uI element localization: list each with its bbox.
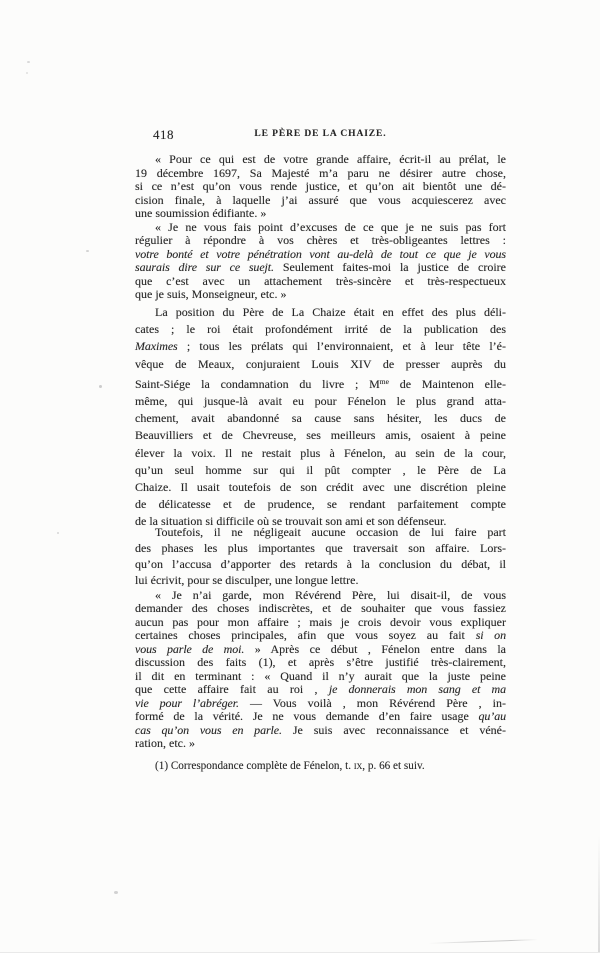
text-segment: élever la voix. Il ne restait plus à Fénelon, au sein de la cour, <box>135 445 506 460</box>
text-line <box>135 556 506 572</box>
text-line <box>135 643 506 656</box>
text-segment: discussion des faits (1), et après s’être justifié très-clairement, <box>135 655 506 670</box>
text-segment: « Je ne vous fais point d’excuses de ce que je ne suis pas fort <box>155 220 506 234</box>
text-segment: — Vous voilà , mon Révérend Père , in- <box>238 695 507 710</box>
text-segment: Seulement faites-moi la justice de croire <box>273 260 506 275</box>
text-segment: de délicatesse et de prudence, se rendant parfaitement compte <box>135 497 506 512</box>
text-segment: lui écrivit, pour se disculper, une longue lettre. <box>135 573 359 588</box>
text-segment: vêque de Meaux, conjuraient Louis XIV de presser auprès du <box>135 356 506 371</box>
text-line <box>135 524 506 540</box>
text-segment: cision finale, à laquelle j’ai assuré que vous acquiescerez avec <box>135 192 506 207</box>
text-line <box>135 373 506 393</box>
text-line <box>135 207 506 221</box>
text-segment: si on <box>475 628 506 643</box>
text-line <box>135 629 506 642</box>
text-segment: des phases les plus importantes que traversait son affaire. Lors- <box>135 541 506 556</box>
text-segment: régulier à répondre à vos chères et très-obligeantes lettres : <box>135 233 506 248</box>
text-segment: que je suis, Monseigneur, etc. » <box>135 287 287 302</box>
text-segment: » Après ce début , Fénelon entre dans la <box>244 641 507 656</box>
page-number: 418 <box>153 127 174 142</box>
text-line <box>135 410 506 427</box>
text-segment: me <box>379 376 389 386</box>
text-segment: (1) Correspondance complète de Fénelon, t. <box>155 760 354 772</box>
text-line <box>135 167 506 181</box>
text-line <box>135 445 506 462</box>
text-line <box>135 540 506 556</box>
text-segment: « Pour ce qui est de votre grande affaire, écrit-il au prélat, le <box>155 152 506 166</box>
footnote <box>135 760 506 772</box>
paragraph-p4 <box>135 524 506 588</box>
text-segment: La position du Père de La Chaize était en effet des plus déli- <box>155 305 506 319</box>
text-segment: aucun pas pour mon affaire ; mais je crois devoir vous expliquer <box>135 614 506 629</box>
text-line <box>135 194 506 208</box>
scan-speck <box>27 61 30 63</box>
text-line <box>135 248 506 261</box>
text-segment: que cette affaire fait au roi , <box>135 682 329 697</box>
text-segment: demander des choses indiscrètes, et de souhaiter que vous fassiez <box>135 601 506 616</box>
scan-speck <box>57 532 59 534</box>
text-segment: « Je n’ai garde, mon Révérend Père, lui disait-il, de vous <box>155 588 506 602</box>
text-segment: Toutefois, il ne négligeait aucune occasion de lui faire part <box>155 525 506 539</box>
running-title: LE PÈRE DE LA CHAIZE. <box>254 129 387 139</box>
text-segment: Saint-Siége la condamnation du livre ; M <box>135 376 380 391</box>
text-segment: ration, etc. » <box>135 735 195 750</box>
text-segment: qu’au <box>478 709 506 724</box>
text-line <box>135 697 506 710</box>
text-line <box>135 275 506 288</box>
text-segment: qu’un seul homme sur qui il pût compter , le Père de La <box>135 462 506 477</box>
text-line <box>135 393 506 410</box>
text-segment: de Maintenon elle- <box>388 376 506 391</box>
text-segment: chement, avait abandonné sa cause sans hésiter, les ducs de <box>135 411 506 426</box>
text-line <box>135 234 506 247</box>
text-segment: saurais dire sur ce suejt. <box>135 260 274 275</box>
paragraph-p1 <box>135 153 506 221</box>
text-line <box>135 737 506 750</box>
text-segment: vie pour l’abréger. <box>135 695 239 710</box>
text-segment: Beauvilliers et de Chevreuse, ses meilleurs amis, osaient à peine <box>135 428 506 443</box>
text-line <box>135 221 506 234</box>
paragraph-p2 <box>135 221 506 301</box>
text-segment: si ce n’est qu’on vous rende justice, et qu’on ait bientôt une dé- <box>135 179 506 194</box>
text-segment: vous parle de moi. <box>135 641 245 656</box>
text-segment: formé de la vérité. Je ne vous demande d’en faire usage <box>135 709 479 724</box>
text-line <box>135 602 506 615</box>
paragraph-p3 <box>135 304 506 531</box>
text-line <box>135 616 506 629</box>
text-line <box>135 153 506 167</box>
text-segment: cas qu’on vous en parle. <box>135 722 282 737</box>
text-segment: je donnerais mon sang et ma <box>328 682 507 697</box>
text-line <box>135 479 506 496</box>
text-line <box>135 338 506 355</box>
text-line <box>135 656 506 669</box>
text-line <box>135 356 506 373</box>
text-segment: 19 décembre 1697, Sa Majesté m’a paru ne désirer autre chose, <box>135 165 506 180</box>
scan-page-curl-mark <box>428 939 538 944</box>
text-line <box>135 427 506 444</box>
text-segment: ix <box>353 760 363 772</box>
text-line <box>135 288 506 301</box>
text-line <box>135 572 506 588</box>
text-line <box>135 710 506 723</box>
text-segment: que c’est avec un attachement très-sincère et très-respectueux <box>135 273 506 288</box>
scan-speck <box>86 250 89 252</box>
running-header <box>135 127 506 143</box>
text-line <box>135 589 506 602</box>
scan-speck <box>114 891 118 894</box>
text-line <box>135 261 506 274</box>
text-line <box>135 462 506 479</box>
text-segment: même, qui jusque-là avait eu pour Fénelon le plus grand atta- <box>135 394 506 409</box>
text-segment: , p. 66 et suiv. <box>362 760 425 772</box>
text-line <box>135 180 506 194</box>
text-segment: Je suis avec reconnaissance et véné- <box>281 722 506 737</box>
text-line <box>135 724 506 737</box>
text-segment: cates ; le roi était profondément irrité de la publication des <box>135 322 506 337</box>
scan-speck <box>26 72 28 74</box>
text-line <box>135 496 506 513</box>
text-segment: de la situation si difficile où se trouvait son ami et son défenseur. <box>135 514 447 529</box>
text-segment: votre bonté et votre pénétration vont au-delà de tout ce que je vous <box>135 246 506 261</box>
text-segment: une soumission édifiante. » <box>135 206 267 221</box>
text-line <box>135 304 506 321</box>
text-line <box>135 670 506 683</box>
text-segment: Chaize. Il usait toutefois de son crédit avec une discrétion pleine <box>135 480 506 495</box>
paragraph-p5 <box>135 589 506 750</box>
text-line <box>135 683 506 696</box>
text-line <box>135 321 506 338</box>
text-segment: il dit en terminant : « Quand il n’y aurait que la juste peine <box>135 668 506 683</box>
text-segment: Maximes <box>135 339 178 354</box>
text-segment: ; tous les prélats qui l’environnaient, et à leur tête l’é- <box>177 339 506 354</box>
scan-speck <box>99 385 102 388</box>
text-segment: certaines choses principales, afin que vous soyez au fait <box>135 628 476 643</box>
text-segment: qu’on l’accusa d’apporter des retards à la conclusion du débat, il <box>135 557 506 572</box>
